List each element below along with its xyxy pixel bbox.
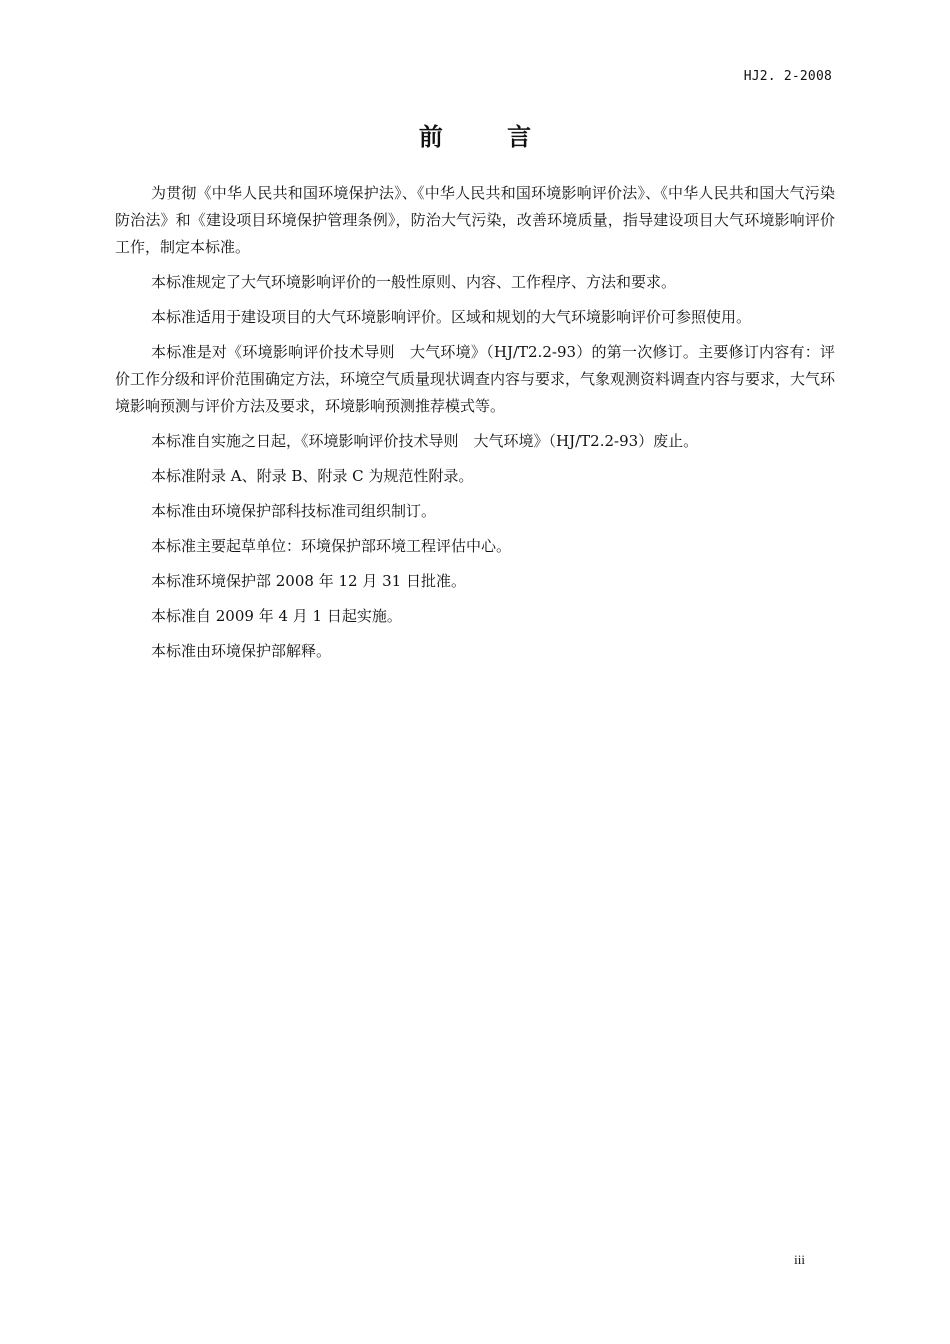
page-number: iii: [794, 1252, 805, 1267]
paragraph-revision: 本标准是对《环境影响评价技术导则 大气环境》（HJ/T2.2-93）的第一次修订。主要修订内容有：评价工作分级和评价范围确定方法，环境空气质量现状调查内容与要求，气象观测资料调查内容与要求，大气环境影响预测与评价方法及要求，环境影响预测推荐模式等。: [115, 343, 836, 415]
paragraph-approval-date: 本标准环境保护部 2008 年 12 月 31 日批准。: [151, 572, 466, 590]
paragraph-organizer: 本标准由环境保护部科技标准司组织制订。: [151, 502, 437, 520]
paragraph-purpose: 为贯彻《中华人民共和国环境保护法》、《中华人民共和国环境影响评价法》、《中华人民共和国大气污染防治法》和《建设项目环境保护管理条例》，防治大气污染，改善环境质量，指导建设项目大气环境影响评价工作，制定本标准。: [115, 184, 835, 256]
paragraph-applicability: 本标准适用于建设项目的大气环境影响评价。区域和规划的大气环境影响评价可参照使用。: [151, 308, 752, 326]
paragraph-interpretation: 本标准由环境保护部解释。: [151, 642, 332, 660]
paragraph-effective-date: 本标准自 2009 年 4 月 1 日起实施。: [151, 607, 402, 625]
page-title: 前 言: [418, 123, 560, 151]
paragraph-appendices: 本标准附录 A、附录 B、附录 C 为规范性附录。: [151, 467, 474, 485]
paragraph-scope-content: 本标准规定了大气环境影响评价的一般性原则、内容、工作程序、方法和要求。: [151, 273, 677, 291]
paragraph-drafting-unit: 本标准主要起草单位：环境保护部环境工程评估中心。: [151, 537, 512, 555]
paragraph-supersedes: 本标准自实施之日起，《环境影响评价技术导则 大气环境》（HJ/T2.2-93）废止。: [151, 432, 699, 450]
document-body: [115, 180, 835, 673]
standard-code: HJ2. 2-2008: [743, 69, 832, 84]
